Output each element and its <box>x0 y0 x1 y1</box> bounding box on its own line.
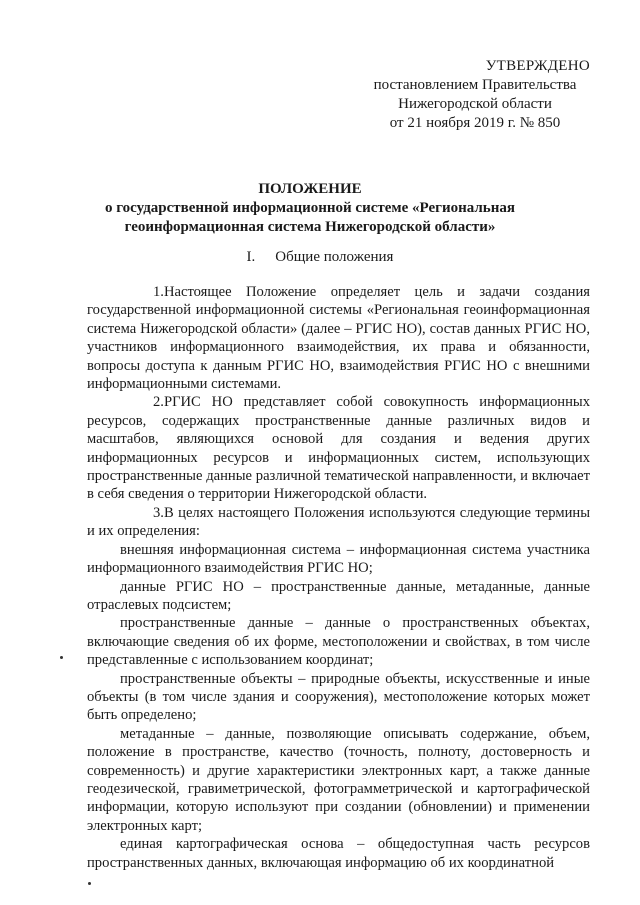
approval-heading: УТВЕРЖДЕНО <box>485 58 590 74</box>
paragraph-3 <box>87 504 590 541</box>
approval-line-2: Нижегородской области <box>398 96 552 112</box>
paragraph-text: Настоящее Положение определяет цель и задачи создания государственной информационной системы «Региональная геоинформационная система Нижегородской области» (далее – РГИС НО), состав данных РГИС НО, участников информационного взаимодействия, их права и обязанности, вопросы доступа к данным РГИС НО, взаимодействия РГИС НО с внешними информационными системами. <box>87 284 590 393</box>
document-title <box>60 180 560 237</box>
definition-item: внешняя информационная система – информационная система участника информационного взаимодействия РГИС НО; <box>87 541 590 577</box>
paragraph-2 <box>87 393 590 503</box>
paragraph-number: 1. <box>153 284 164 300</box>
document-title-line-2: о государственной информационной системе «Региональная <box>104 200 516 216</box>
paragraph-text: В целях настоящего Положения используются следующие термины и их определения: <box>87 504 590 540</box>
document-title-line-3: геоинформационная система Нижегородской области» <box>124 219 496 235</box>
approval-stamp <box>360 57 590 133</box>
definition-item: пространственные объекты – природные объекты, искусственные и иные объекты (в том числе здания и сооружения), местоположение которых может быть определено; <box>87 670 590 724</box>
paragraph-text: РГИС НО представляет собой совокупность информационных ресурсов, содержащих пространственные данные различных видов и масштабов, являющихся основой для создания и ведения других информационных ресурсов и информационных систем, использующих пространственные данные различной тематической направленности, и включает в себя сведения о территории Нижегородской области. <box>87 394 590 503</box>
definition-item: данные РГИС НО – пространственные данные, метаданные, данные отраслевых подсистем; <box>87 578 590 613</box>
section-number: I. <box>246 249 256 265</box>
definition-item: метаданные – данные, позволяющие описывать содержание, объем, положение в пространстве, качество (точность, полноту, достоверность и современность) и другие характеристики электронных карт, а также данные геодезической, гравиметрической, фотограмметрической и картографической информации, которую используют при создании (обновлении) и применении электронных карт; <box>87 725 590 834</box>
paragraph-1 <box>87 283 590 393</box>
definition-item: пространственные данные – данные о пространственных объектах, включающие сведения об их форме, местоположении и свойствах, в том числе представленные с использованием координат; <box>87 615 590 669</box>
scan-speck <box>88 882 91 885</box>
section-heading <box>0 248 640 267</box>
definition-item: единая картографическая основа – общедоступная часть ресурсов пространственных данных, включающая информацию об их координатной <box>87 836 590 871</box>
document-title-line-1: ПОЛОЖЕНИЕ <box>258 181 362 197</box>
approval-line-1: постановлением Правительства <box>373 77 577 93</box>
scan-speck <box>60 656 63 659</box>
paragraph-number: 2. <box>153 394 164 411</box>
approval-line-3: от 21 ноября 2019 г. № 850 <box>389 115 561 131</box>
section-name: Общие положения <box>275 249 394 265</box>
document-body <box>87 283 590 872</box>
paragraph-number: 3. <box>153 504 164 521</box>
